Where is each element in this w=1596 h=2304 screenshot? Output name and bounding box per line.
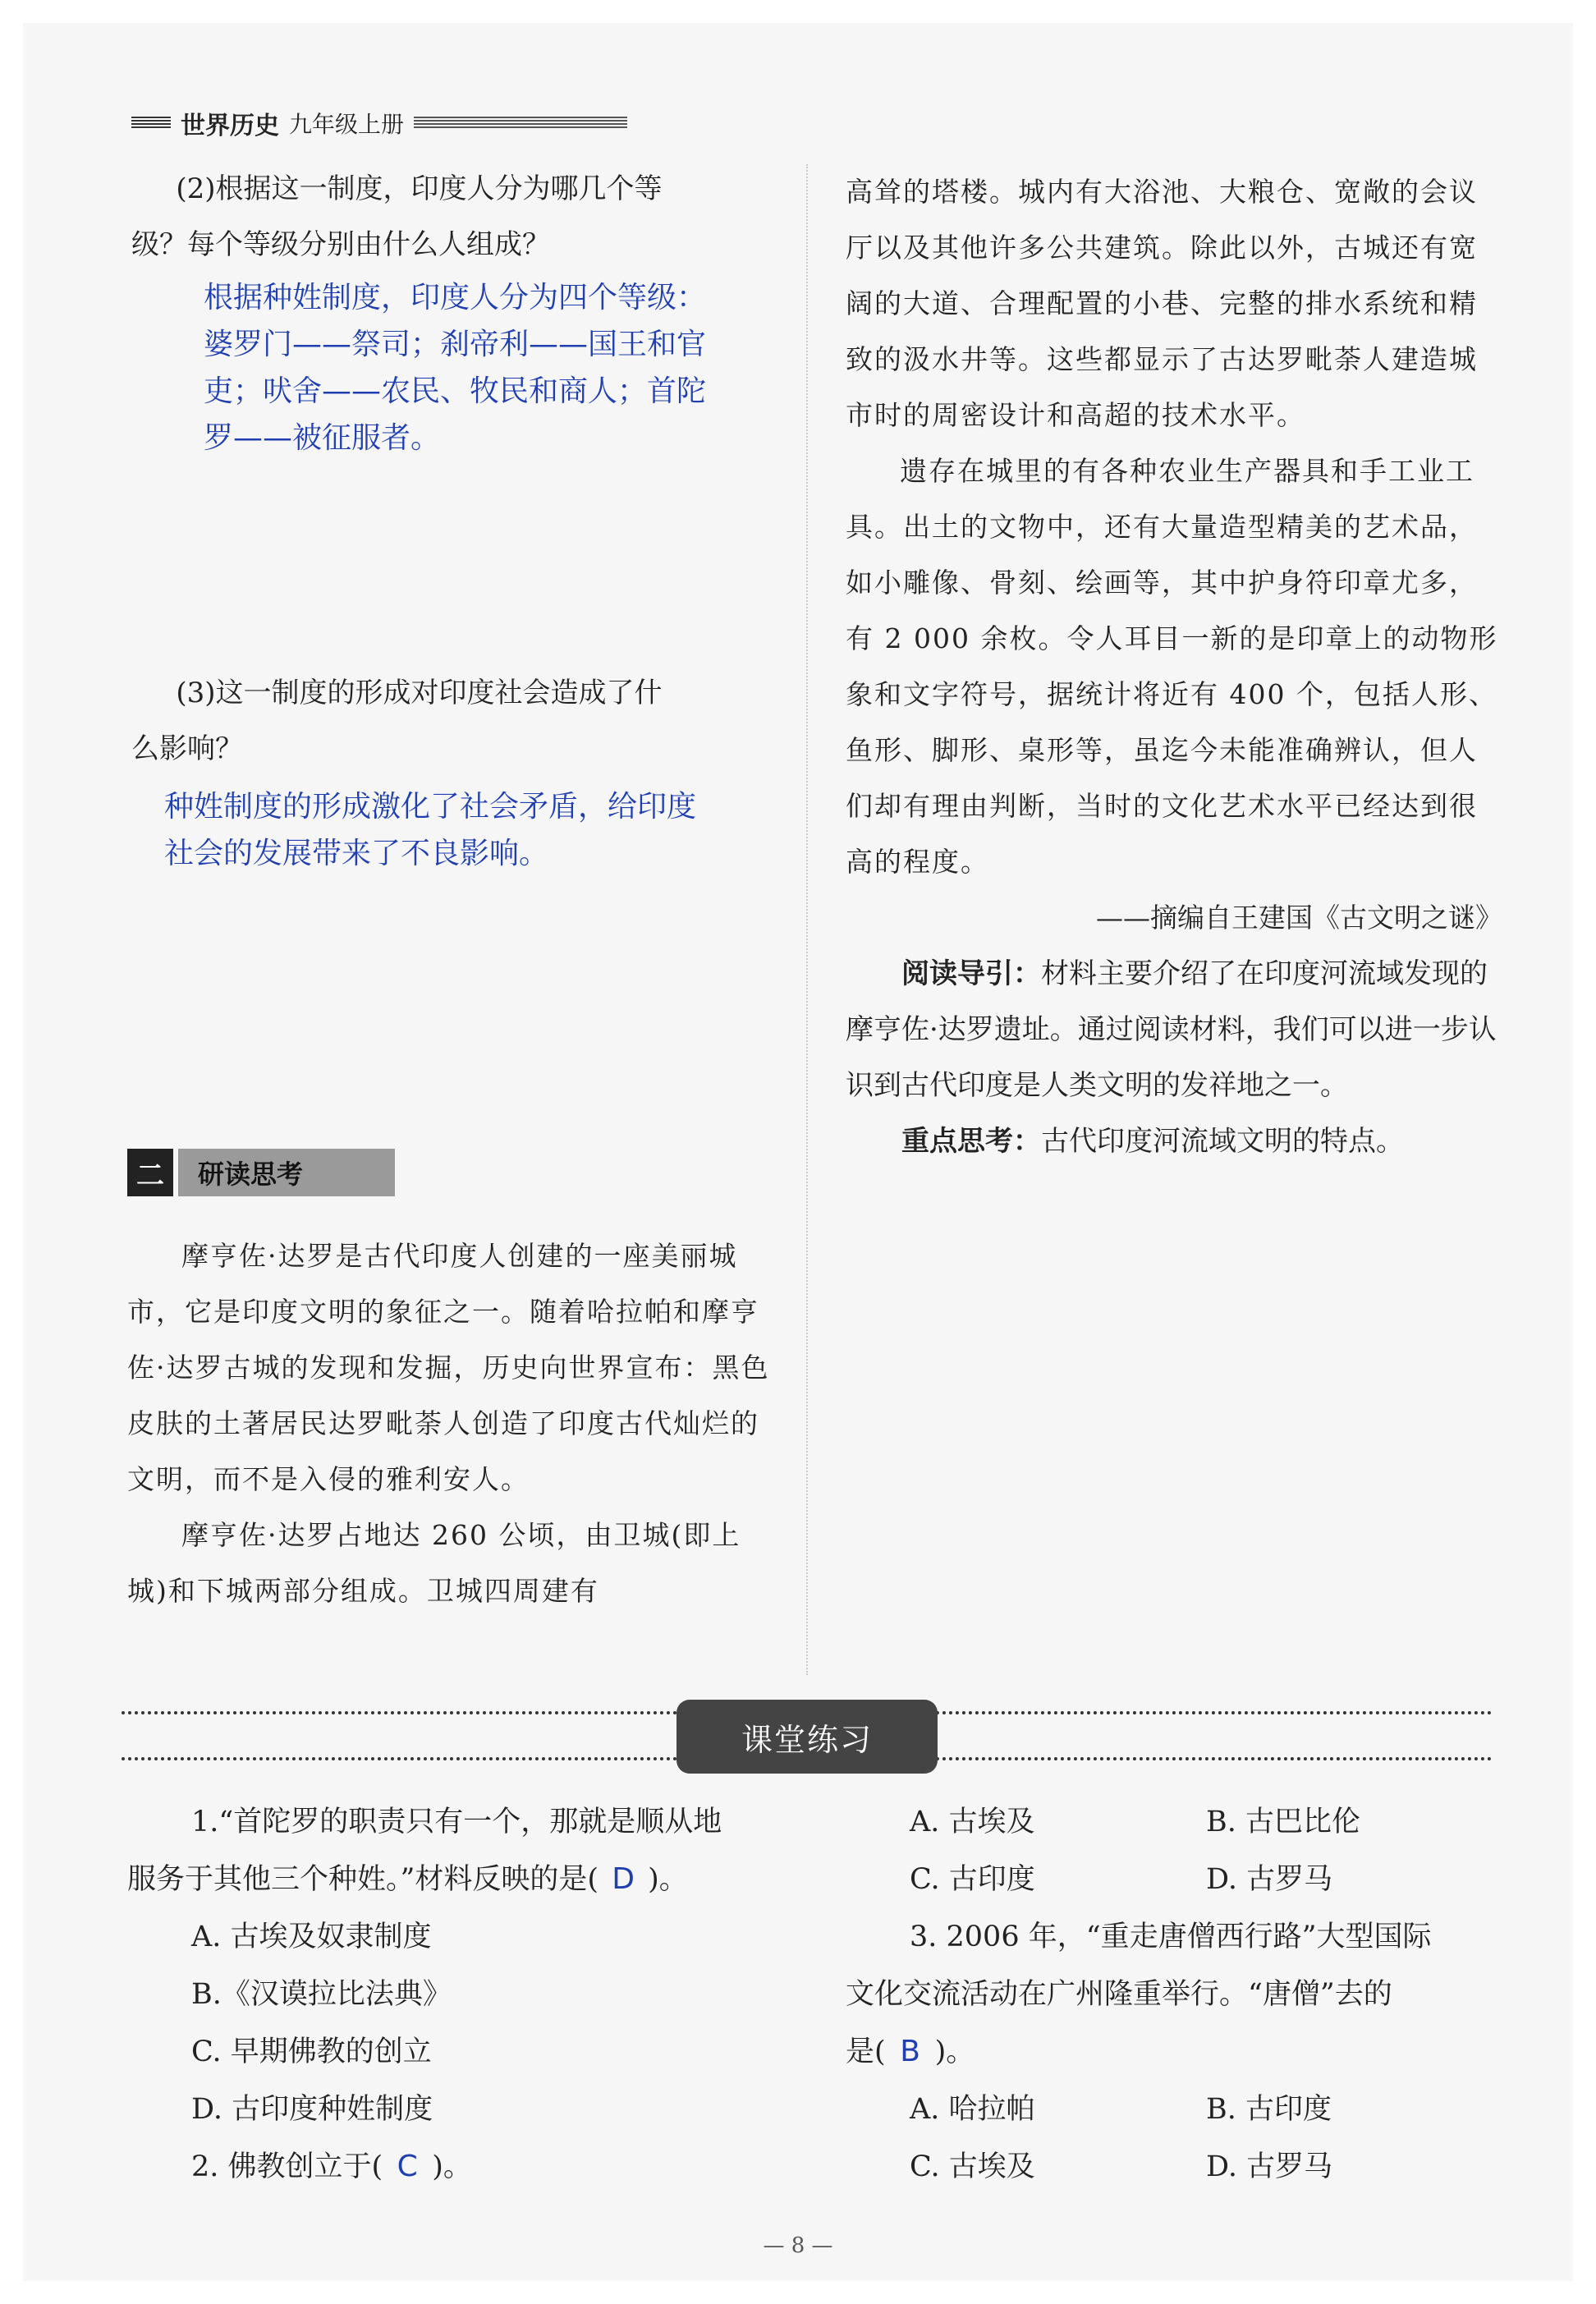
column-divider — [806, 164, 808, 1675]
option-d: D. 古印度种姓制度 — [191, 2093, 433, 2126]
page-number: — 8 — — [763, 2233, 833, 2258]
answer-2-line: 根据种姓制度，印度人分为四个等级： — [204, 281, 707, 314]
option-d: D. 古罗马 — [1206, 1863, 1333, 1896]
section-heading — [127, 1148, 395, 1197]
option-a: A. 哈拉帕 — [910, 2093, 1035, 2126]
reading-guide — [846, 946, 1502, 1113]
reading-guide-text: 材料主要介绍了在印度河流域发现的摩亨佐·达罗遗址。通过阅读材料，我们可以进一步认识到古代印度是人类文明的发祥地之一。 — [846, 957, 1497, 1102]
option-d: D. 古罗马 — [1206, 2150, 1333, 2183]
exercise-1-stem: 服务于其他三个种姓。”材料反映的是( — [127, 1863, 599, 1896]
practice-banner — [122, 1698, 1493, 1777]
answer-2-line: 罗——被征服者。 — [204, 421, 441, 455]
section-number: 二 — [127, 1149, 173, 1196]
option-b: B. 古印度 — [1206, 2093, 1332, 2126]
exercise-1-line1: 1.“首陀罗的职责只有一个，那就是顺从地 — [191, 1806, 722, 1838]
page-header — [131, 107, 627, 140]
focus-question — [846, 1113, 1502, 1169]
reading-paragraph: 摩亨佐·达罗是古代印度人创建的一座美丽城市，它是印度文明的象征之一。随着哈拉帕和摩亨佐·达罗古城的发现和发掘，历史向世界宣布：黑色皮肤的土著居民达罗毗荼人创造了印度古代灿烂的文明，而不是入侵的雅利安人。 — [127, 1240, 770, 1495]
left-question-block — [131, 161, 788, 461]
answer-1: D — [612, 1862, 635, 1896]
exercise-2-options-row2 — [846, 1851, 1502, 1908]
option-b: B.《汉谟拉比法典》 — [191, 1978, 452, 2011]
exercise-2-options-row1 — [846, 1793, 1502, 1851]
practice-right-column — [846, 1793, 1502, 2196]
option-b: B. 古巴比伦 — [1206, 1806, 1360, 1838]
answer-3: B — [900, 2035, 920, 2068]
header-ornament-right — [414, 117, 627, 130]
exercise-3-options-row2 — [846, 2138, 1502, 2196]
exercise-2 — [127, 2138, 784, 2196]
exercise-1-line2 — [127, 1851, 784, 1908]
exercise-3-line1: 3. 2006 年，“重走唐僧西行路”大型国际 — [910, 1921, 1432, 1953]
answer-3-line: 社会的发展带来了不良影响。 — [164, 837, 549, 870]
exercise-1-end: )。 — [648, 1863, 688, 1896]
question-3-line1: (3)这一制度的形成对印度社会造成了什 — [176, 677, 663, 709]
question-3-block — [131, 665, 788, 877]
reading-paragraph: 摩亨佐·达罗占地达 260 公顷，由卫城(即上城)和下城两部分组成。卫城四周建有 — [127, 1519, 741, 1607]
reading-paragraph: 遗存在城里的有各种农业生产器具和手工业工具。出土的文物中，还有大量造型精美的艺术品，如小雕像、骨刻、绘画等，其中护身符印章尤多，有 2 000 余枚。令人耳目一新的是印章上的动物形象和文字符号，据统计将近有 400 个，包括人形、鱼形、脚形、桌形等，虽迄今未能准确辨认，但人们却有理由判断，当时的文化艺术水平已经达到很高的程度。 — [846, 455, 1498, 878]
option-c: C. 早期佛教的创立 — [191, 2036, 432, 2068]
option-c: C. 古印度 — [910, 1863, 1035, 1896]
reading-right-column — [846, 164, 1502, 1169]
focus-text: 古代印度河流域文明的特点。 — [1041, 1125, 1404, 1158]
answer-2-line: 吏；吠舍——农民、牧民和商人；首陀 — [204, 374, 707, 408]
focus-label: 重点思考： — [901, 1125, 1041, 1158]
header-ornament-left — [131, 117, 171, 130]
exercise-3-end: )。 — [934, 2036, 975, 2068]
exercise-2-stem: 2. 佛教创立于( — [191, 2150, 383, 2183]
question-2-line1: (2)根据这一制度，印度人分为哪几个等 — [176, 172, 663, 205]
exercise-3-stem: 是( — [846, 2036, 886, 2068]
answer-2: C — [397, 2150, 418, 2183]
answer-2-line: 婆罗门——祭司；刹帝利——国王和官 — [204, 328, 707, 361]
answer-2 — [131, 274, 788, 461]
book-subtitle: 九年级上册 — [289, 111, 405, 138]
practice-left-column — [127, 1793, 784, 2196]
answer-3-line: 种姓制度的形成激化了社会矛盾，给印度 — [164, 790, 697, 824]
practice-title: 课堂练习 — [676, 1700, 938, 1774]
book-title: 世界历史 — [181, 112, 279, 140]
exercise-3-line2: 文化交流活动在广州隆重举行。“唐僧”去的 — [846, 1978, 1392, 2011]
exercise-2-end: )。 — [432, 2150, 472, 2183]
question-3-line2: 么影响？ — [131, 732, 243, 765]
question-2-line2: 级？每个等级分别由什么人组成？ — [131, 228, 550, 261]
exercise-3-line3 — [846, 2023, 1502, 2081]
reading-left-column — [127, 1228, 776, 1619]
answer-3 — [131, 783, 788, 877]
option-a: A. 古埃及奴隶制度 — [191, 1921, 432, 1953]
section-title: 研读思考 — [178, 1149, 395, 1196]
source-citation: ——摘编自王建国《古文明之谜》 — [1096, 902, 1502, 934]
option-a: A. 古埃及 — [910, 1806, 1035, 1838]
exercise-3-options-row1 — [846, 2081, 1502, 2138]
option-c: C. 古埃及 — [910, 2150, 1035, 2183]
reading-guide-label: 阅读导引： — [901, 957, 1041, 990]
reading-paragraph: 高耸的塔楼。城内有大浴池、大粮仓、宽敞的会议厅以及其他许多公共建筑。除此以外，古城还有宽阔的大道、合理配置的小巷、完整的排水系统和精致的汲水井等。这些都显示了古达罗毗荼人建造城市时的周密设计和高超的技术水平。 — [846, 176, 1478, 431]
